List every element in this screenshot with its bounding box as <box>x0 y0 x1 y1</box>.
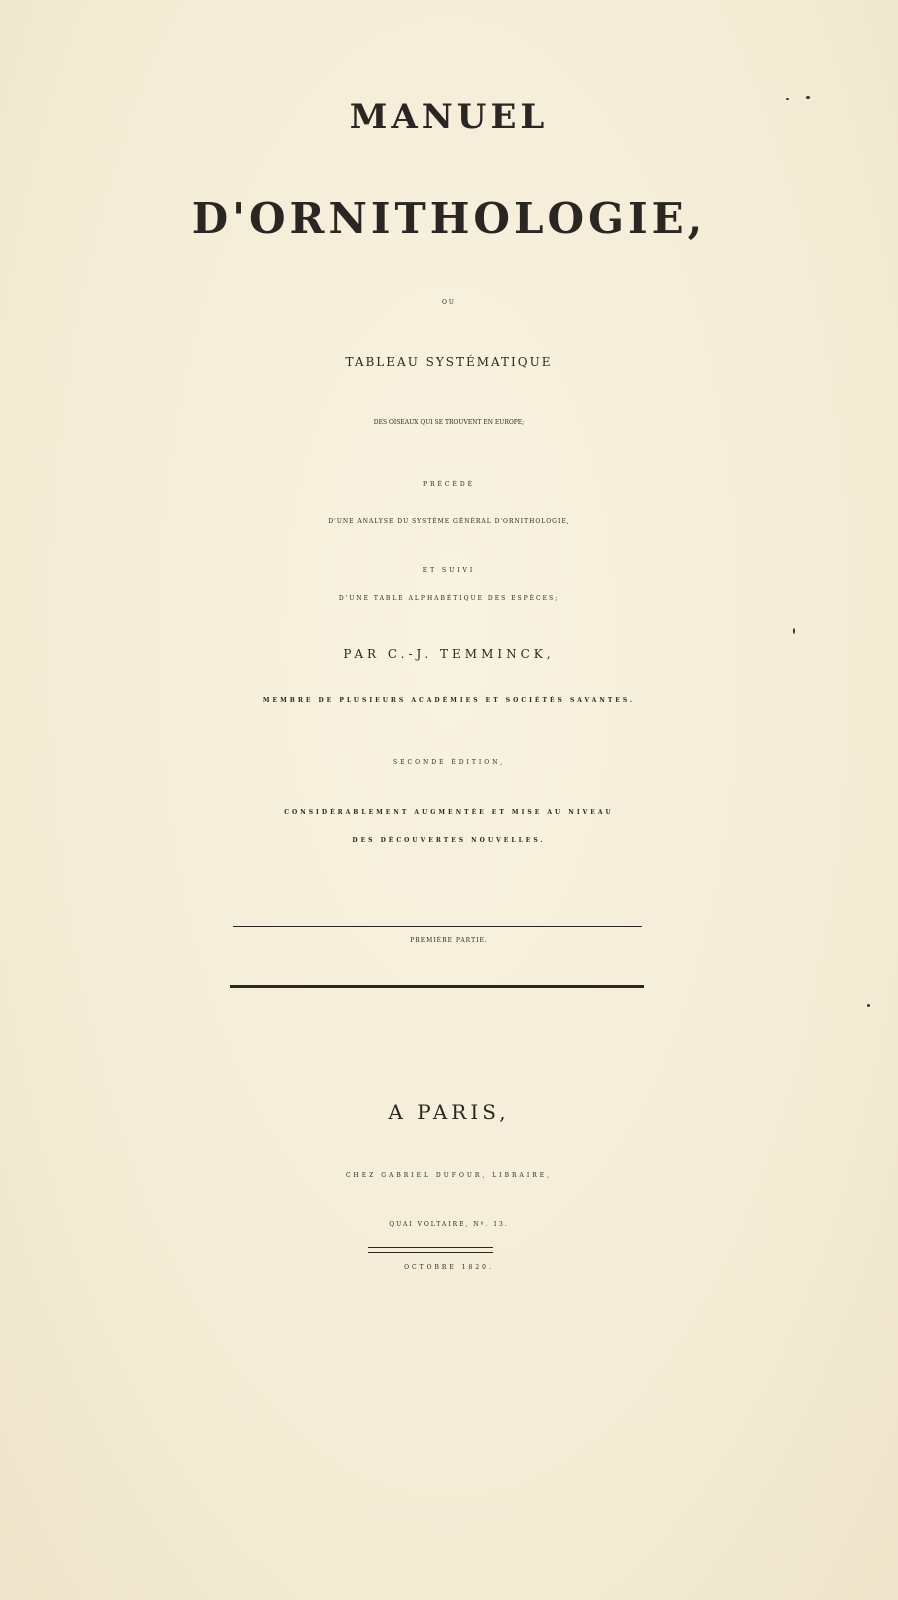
part-rule-bottom <box>230 985 644 988</box>
imprint-date: OCTOBRE 1820. <box>404 1264 494 1271</box>
subtitle-tableau: TABLEAU SYSTÉMATIQUE <box>345 355 553 369</box>
imprint-address: QUAI VOLTAIRE, Nº. 13. <box>389 1221 509 1228</box>
paper-speck <box>806 96 810 99</box>
edition-note-2: DES DÉCOUVERTES NOUVELLES. <box>352 837 546 844</box>
paper-speck <box>793 628 795 634</box>
title-ornithologie: D'ORNITHOLOGIE, <box>191 194 707 243</box>
edition-title: SECONDE ÉDITION, <box>393 759 505 766</box>
line-table-alphabetique: D'UNE TABLE ALPHABÉTIQUE DES ESPÈCES; <box>338 595 560 602</box>
title-manuel: MANUEL <box>349 97 549 137</box>
title-ou: OU <box>442 299 456 306</box>
part-label: PREMIÈRE PARTIE. <box>410 937 488 944</box>
imprint-rule-2 <box>368 1252 493 1253</box>
line-analyse: D'UNE ANALYSE DU SYSTÈME GÉNÉRAL D'ORNITHOLOGIE, <box>328 518 570 525</box>
part-rule-top <box>233 926 642 927</box>
label-et-suivi: ET SUIVI <box>422 567 476 574</box>
edition-note-1: CONSIDÉRABLEMENT AUGMENTÉE ET MISE AU NIVEAU <box>284 809 614 816</box>
subtitle-oiseaux: DES OISEAUX QUI SE TROUVENT EN EUROPE; <box>373 419 525 426</box>
paper-speck <box>867 1004 870 1007</box>
author-affiliation: MEMBRE DE PLUSIEURS ACADÉMIES ET SOCIÉTÉS SAVANTES. <box>262 697 636 704</box>
paper-speck <box>786 98 789 100</box>
imprint-publisher: CHEZ GABRIEL DUFOUR, LIBRAIRE, <box>345 1172 553 1179</box>
label-precede: PRÉCÉDÉ <box>422 481 476 488</box>
imprint-rule-1 <box>368 1247 493 1248</box>
author-name: PAR C.-J. TEMMINCK, <box>343 647 555 661</box>
imprint-city: A PARIS, <box>388 1100 510 1124</box>
